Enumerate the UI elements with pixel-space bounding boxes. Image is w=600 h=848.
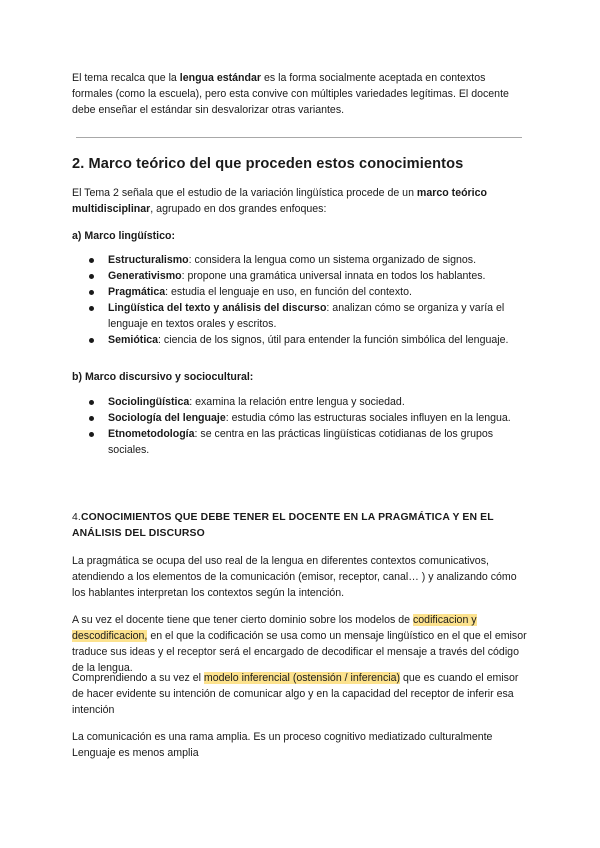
list-item-desc: : se centra en las prácticas lingüísticas cotidianas de los grupos sociales. xyxy=(108,428,494,456)
section-4-paragraph-2 xyxy=(72,612,528,676)
intro-paragraph xyxy=(72,70,528,118)
bullet-icon xyxy=(89,432,94,437)
bullet-icon xyxy=(89,290,94,295)
list-item xyxy=(72,268,532,284)
list-item-term: Pragmática xyxy=(108,286,166,298)
subheading-b-text: b) Marco discursivo y sociocultural: xyxy=(72,371,254,383)
paragraph-text: que es cuando el emisor de hacer evidente su intención de comunicar algo y en la capacidad del receptor de inferir esa intención xyxy=(72,672,519,716)
section-4-number: 4. xyxy=(72,512,81,523)
list-item-term: Sociología del lenguaje xyxy=(108,412,226,424)
list-item xyxy=(72,332,532,348)
bullet-icon xyxy=(89,274,94,279)
horizontal-divider xyxy=(76,137,522,138)
list-item xyxy=(72,410,522,426)
list-item-desc: : considera la lengua como un sistema organizado de signos. xyxy=(188,254,477,266)
list-item-desc: : estudia cómo las estructuras sociales influyen en la lengua. xyxy=(225,412,511,424)
section-4-paragraph-4 xyxy=(72,729,528,761)
section-2-intro-text: El Tema 2 señala que el estudio de la variación lingüística procede de un xyxy=(72,187,417,199)
list-a xyxy=(72,252,532,348)
section-2-intro-text-2: , agrupado en dos grandes enfoques: xyxy=(150,203,327,215)
section-4-paragraph-1 xyxy=(72,553,528,601)
bullet-icon xyxy=(89,338,94,343)
list-b xyxy=(72,394,522,458)
highlighted-text: codificacion y descodificacion, xyxy=(72,614,477,642)
intro-bold-term: lengua estándar xyxy=(179,72,262,84)
list-item xyxy=(72,284,532,300)
bullet-icon xyxy=(89,416,94,421)
highlighted-text: modelo inferencial (ostensión / inferencia) xyxy=(203,672,401,684)
list-item-term: Etnometodología xyxy=(108,428,195,440)
paragraph-line: La comunicación es una rama amplia. Es un proceso cognitivo mediatizado culturalmente xyxy=(72,731,493,743)
list-item-desc: : propone una gramática universal innata en todos los hablantes. xyxy=(181,270,486,282)
list-item xyxy=(72,394,522,410)
paragraph-text: La pragmática se ocupa del uso real de la lengua en diferentes contextos comunicativos, atendiendo a los elementos de la comunicación (emisor, receptor, canal… ) y analizando cómo los hablantes interpretan los contextos según la intención. xyxy=(72,555,517,599)
bullet-icon xyxy=(89,306,94,311)
list-item xyxy=(72,300,532,332)
section-2-intro-bold: marco teórico multidisciplinar xyxy=(72,187,487,215)
bullet-icon xyxy=(89,400,94,405)
section-2-title xyxy=(72,155,528,173)
section-4-title xyxy=(72,510,528,542)
subheading-a xyxy=(72,228,528,244)
section-4-heading: CONOCIMIENTOS QUE DEBE TENER EL DOCENTE EN LA PRAGMÁTICA Y EN EL ANÁLISIS DEL DISCURSO xyxy=(72,512,494,539)
intro-text-2: es la forma socialmente aceptada en contextos formales (como la escuela), pero esta convive con múltiples variedades legítimas. El docente debe enseñar el estándar sin desvalorizar otras variantes. xyxy=(72,72,509,116)
bullet-icon xyxy=(89,258,94,263)
paragraph-text: en el que la codificación se usa como un mensaje lingüístico en el que el emisor traduce sus ideas y el receptor será el encargado de decodificar el mensaje a través del código de la lengua. xyxy=(72,630,527,674)
list-item-desc: : estudia el lenguaje en uso, en función del contexto. xyxy=(165,286,412,298)
list-item-desc: : analizan cómo se organiza y varía el lenguaje en textos orales y escritos. xyxy=(108,302,505,330)
list-item-desc: : examina la relación entre lengua y sociedad. xyxy=(189,396,405,408)
list-item-term: Estructuralismo xyxy=(108,254,189,266)
section-heading: 2. Marco teórico del que proceden estos conocimientos xyxy=(72,156,464,172)
list-item-term: Lingüística del texto y análisis del discurso xyxy=(108,302,327,314)
paragraph-line: Lenguaje es menos amplia xyxy=(72,747,199,759)
list-item-term: Generativismo xyxy=(108,270,182,282)
subheading-b xyxy=(72,369,528,385)
section-2-intro xyxy=(72,185,528,217)
paragraph-text: A su vez el docente tiene que tener cierto dominio sobre los modelos de xyxy=(72,614,413,626)
paragraph-text: Comprendiendo a su vez el xyxy=(72,672,204,684)
list-item-term: Semiótica xyxy=(108,334,159,346)
subheading-a-text: a) Marco lingüístico: xyxy=(72,230,176,242)
list-item-term: Sociolingüística xyxy=(108,396,190,408)
list-item xyxy=(72,426,522,458)
list-item-desc: : ciencia de los signos, útil para entender la función simbólica del lenguaje. xyxy=(158,334,509,346)
list-item xyxy=(72,252,532,268)
section-4-paragraph-3 xyxy=(72,670,528,718)
intro-text: El tema recalca que la xyxy=(72,72,180,84)
